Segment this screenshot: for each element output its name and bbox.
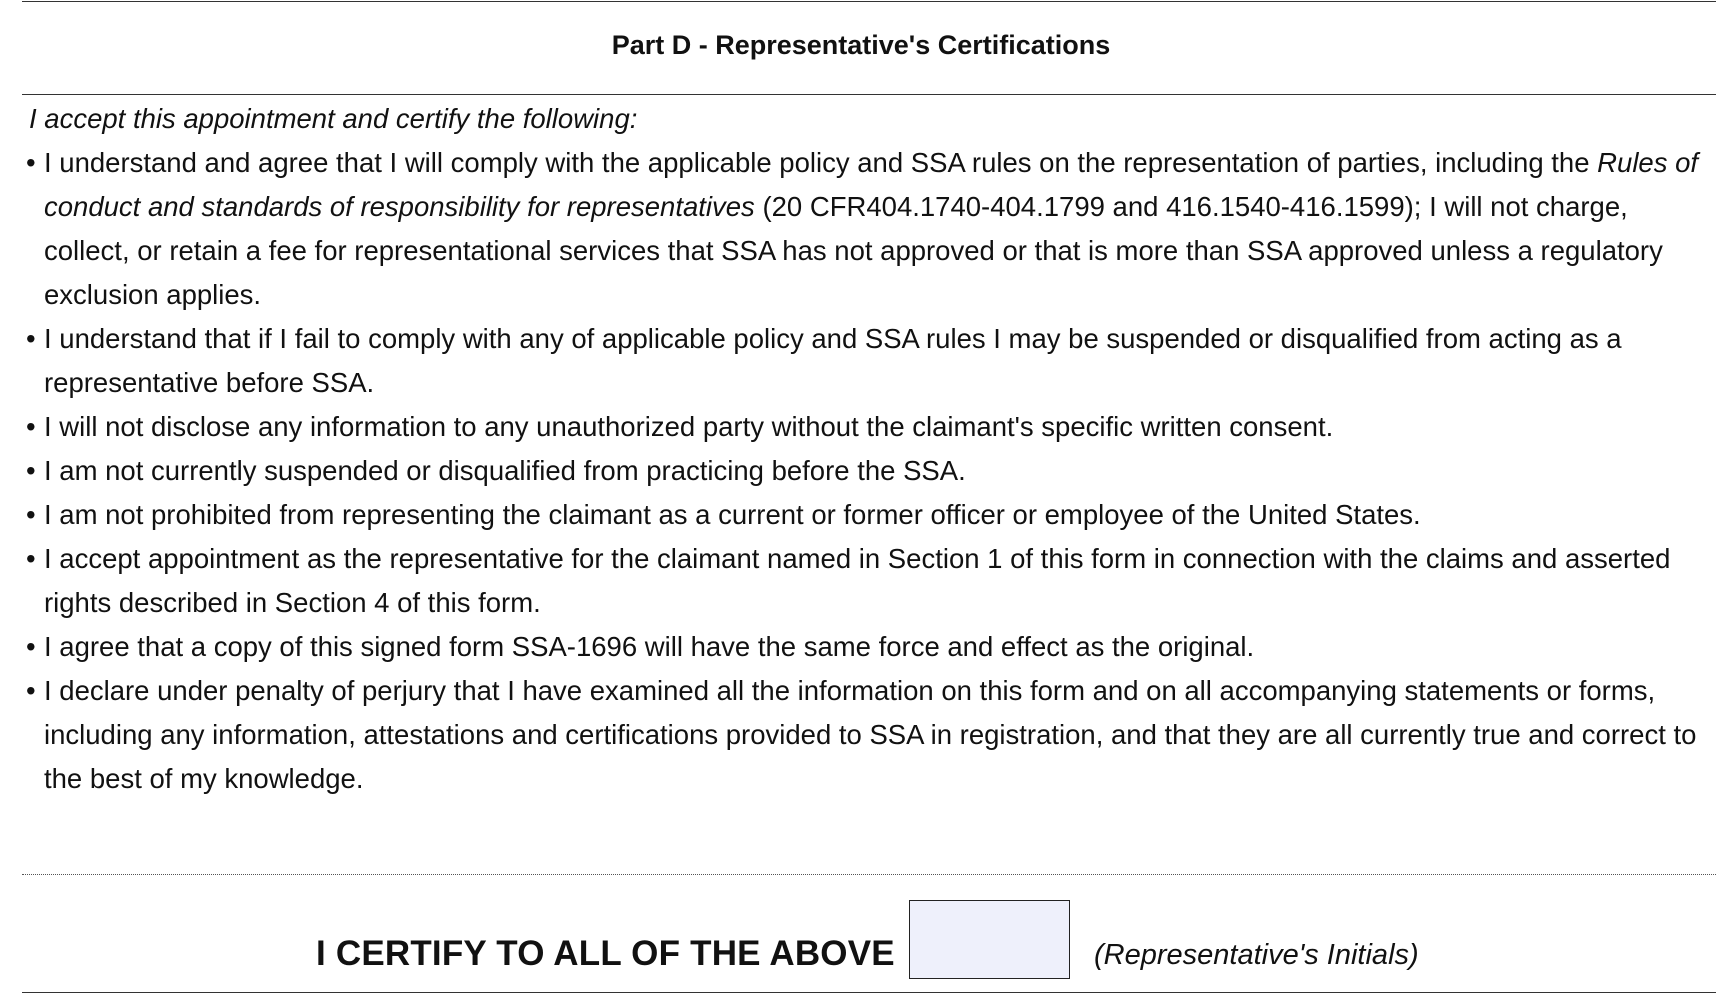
bottom-rule — [22, 992, 1716, 993]
certification-text: I understand and agree that I will comply with the applicable policy and SSA rules on the representation of parties, including the — [44, 147, 1598, 178]
certification-item-7 — [22, 625, 1712, 669]
certify-statement: I CERTIFY TO ALL OF THE ABOVE — [316, 934, 895, 973]
certification-text: I will not disclose any information to any unauthorized party without the claimant's specific written consent. — [44, 411, 1334, 442]
bullet-icon: • — [26, 631, 36, 662]
certify-divider — [22, 874, 1716, 875]
certification-item-5 — [22, 493, 1712, 537]
representative-initials-field[interactable] — [909, 900, 1070, 979]
certification-item-3 — [22, 405, 1712, 449]
certification-item-2 — [22, 317, 1712, 405]
certification-text: I am not prohibited from representing the claimant as a current or former officer or employee of the United States. — [44, 499, 1421, 530]
rules-of-conduct-title: Rules of conduct and standards of responsibility for representatives — [44, 147, 1699, 222]
certification-text: I am not currently suspended or disqualified from practicing before the SSA. — [44, 455, 966, 486]
bullet-icon: • — [26, 499, 36, 530]
bullet-icon: • — [26, 411, 36, 442]
certification-item-8 — [22, 669, 1712, 801]
intro-statement: I accept this appointment and certify the following: — [29, 103, 638, 134]
bullet-icon: • — [26, 675, 36, 706]
initials-label: (Representative's Initials) — [1094, 939, 1419, 971]
certification-item-6 — [22, 537, 1712, 625]
certification-text: I declare under penalty of perjury that I have examined all the information on this form and on all accompanying statements or forms, including any information, attestations and certifications provided to SSA in registration, and that they are all currently true and correct to the best of my knowledge. — [44, 675, 1697, 794]
certification-list — [22, 141, 1712, 801]
certification-item-4 — [22, 449, 1712, 493]
section-title: Part D - Representative's Certifications — [611, 30, 1111, 60]
certification-text: I agree that a copy of this signed form SSA-1696 will have the same force and effect as the original. — [44, 631, 1255, 662]
bullet-icon: • — [26, 455, 36, 486]
certification-item-1 — [22, 141, 1712, 317]
bullet-icon: • — [26, 543, 36, 574]
certification-text: I understand that if I fail to comply with any of applicable policy and SSA rules I may be suspended or disqualified from acting as a representative before SSA. — [44, 323, 1622, 398]
bullet-icon: • — [26, 147, 36, 178]
certification-text: I accept appointment as the representative for the claimant named in Section 1 of this form in connection with the claims and asserted rights described in Section 4 of this form. — [44, 543, 1671, 618]
title-divider — [22, 94, 1716, 95]
top-rule — [22, 1, 1716, 2]
bullet-icon: • — [26, 323, 36, 354]
certification-text-cont: (20 CFR404.1740-404.1799 and 416.1540-416.1599); I will not charge, collect, or retain a fee for representational services that SSA has not approved or that is more than SSA approved unless a regulatory exclusion applies. — [44, 191, 1663, 310]
